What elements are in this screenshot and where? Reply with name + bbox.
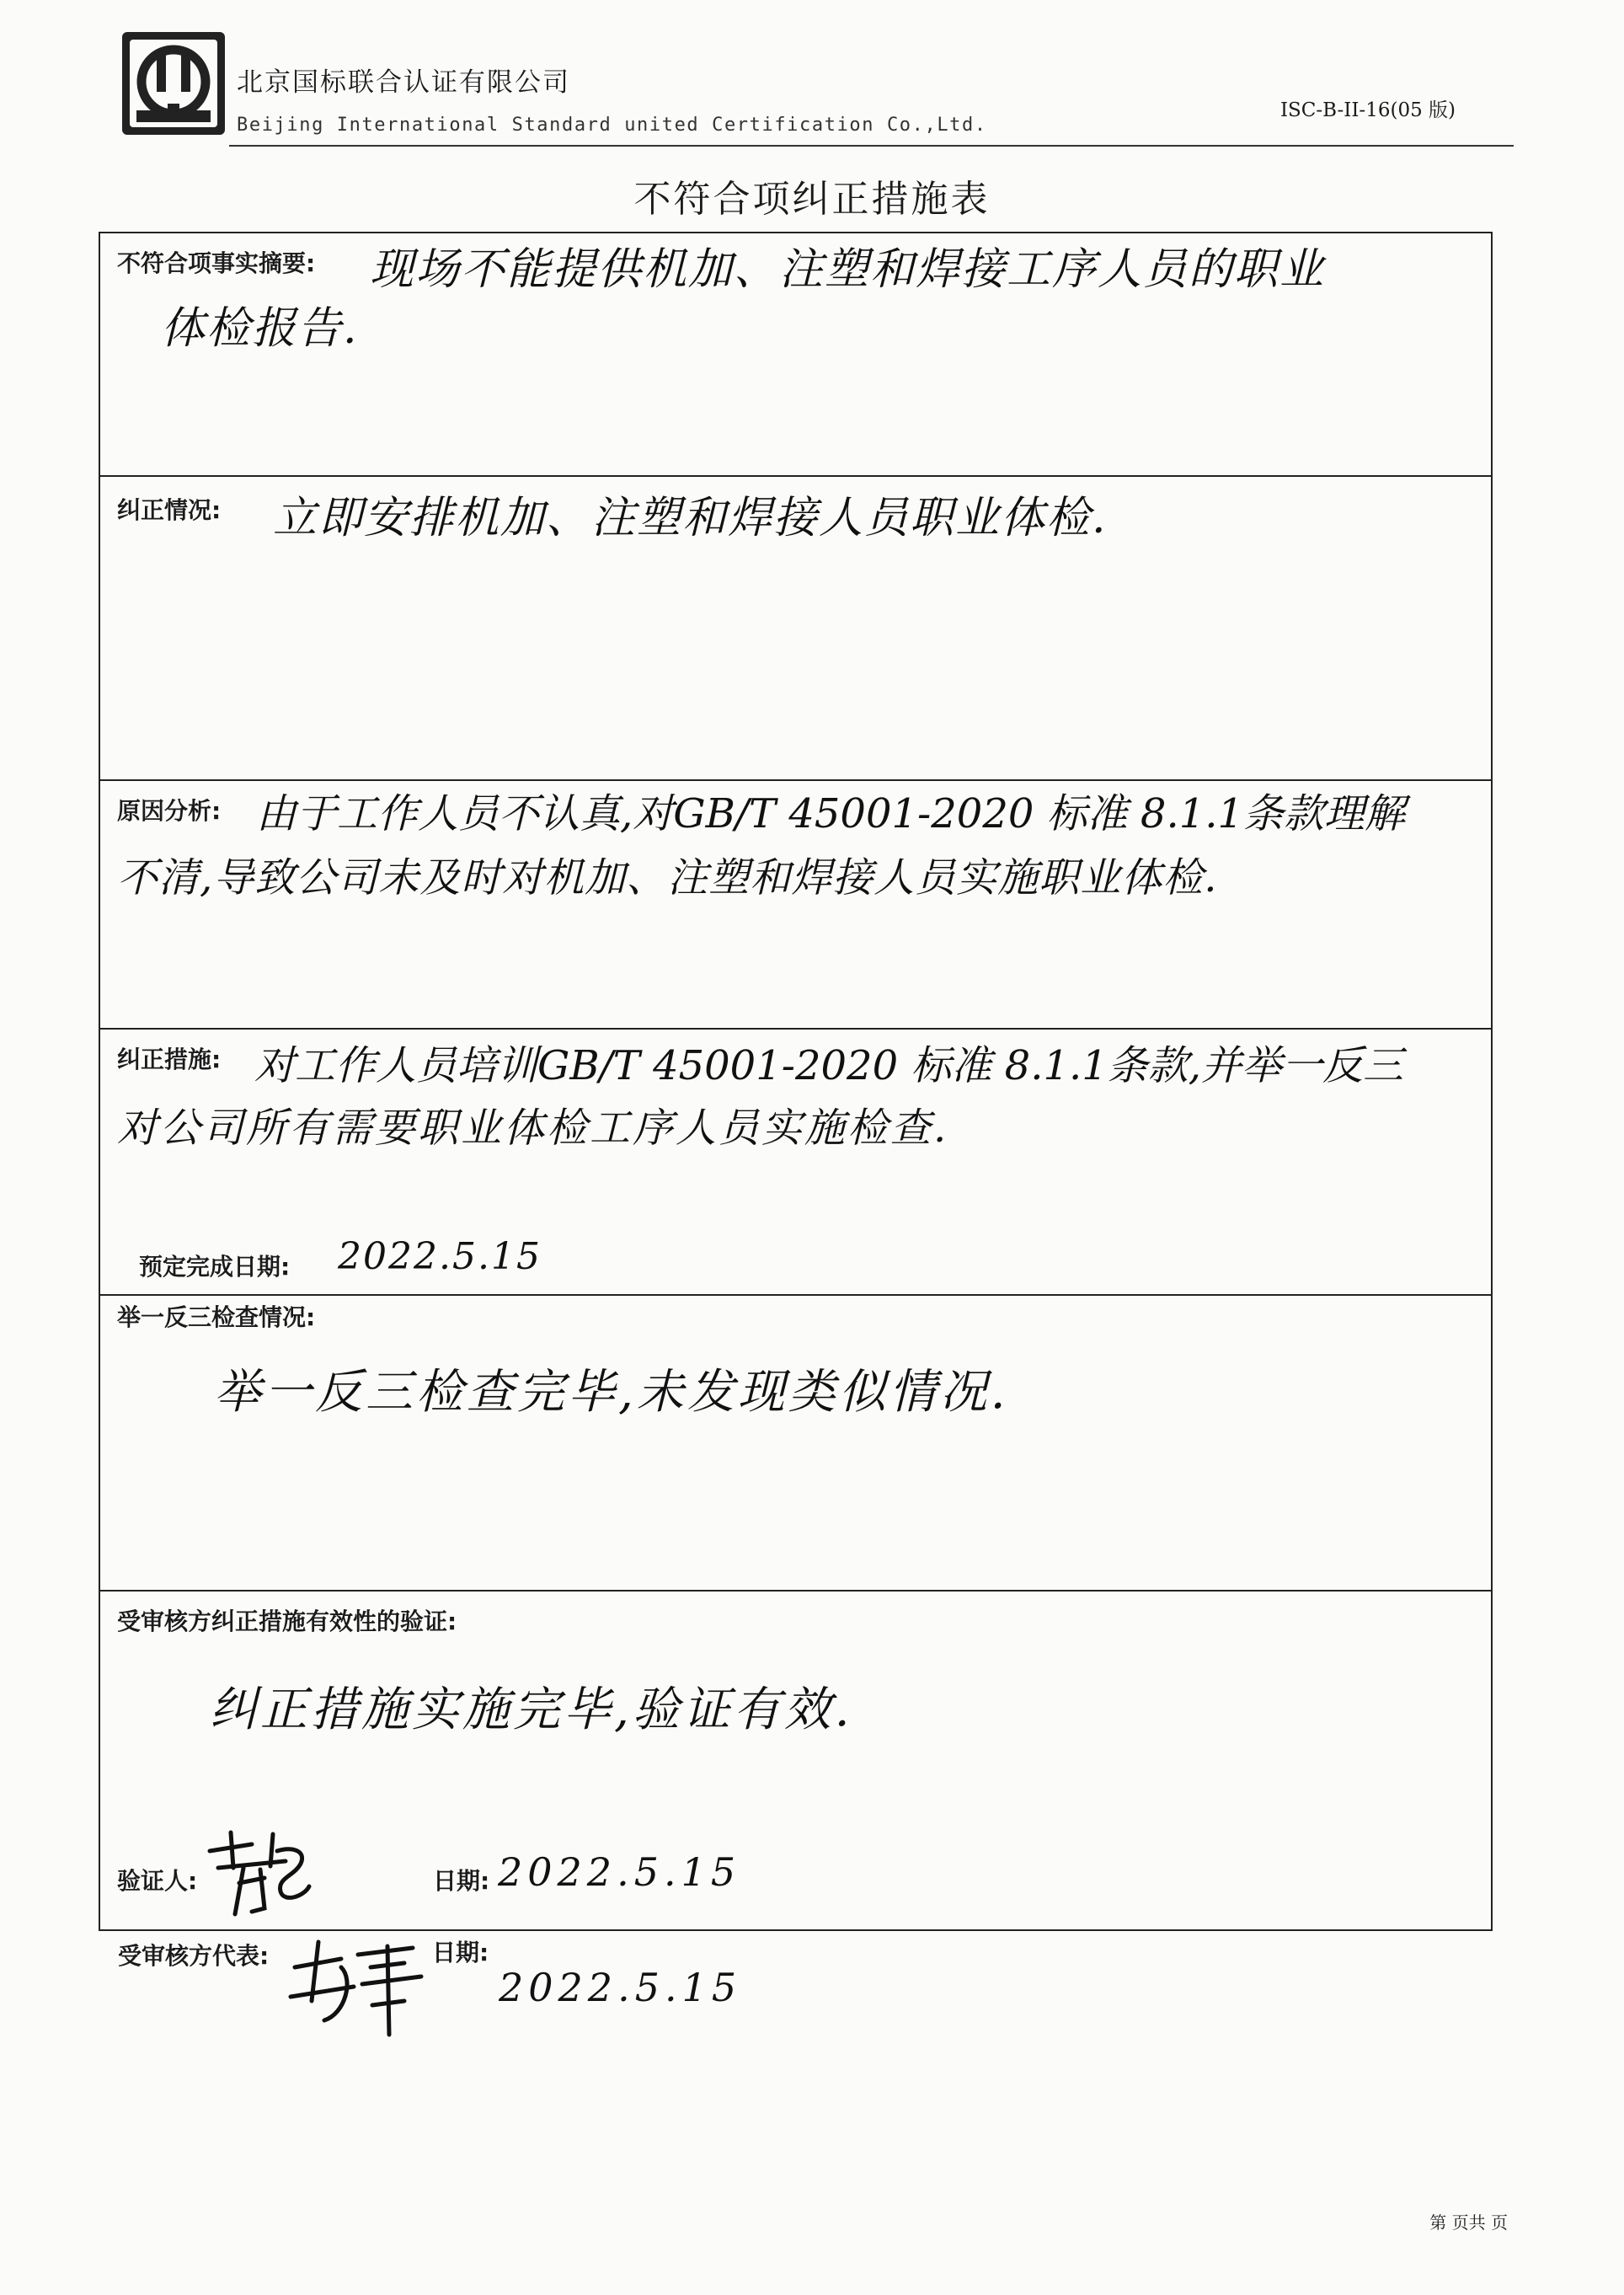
- due-date-value: 2022.5.15: [338, 1235, 542, 1278]
- verify-label: 受审核方纠正措施有效性的验证:: [117, 1608, 457, 1635]
- company-name-en: Beijing International Standard united Certification Co.,Ltd.: [237, 115, 987, 136]
- header-divider: [229, 145, 1514, 147]
- verify-date-label: 日期:: [433, 1867, 490, 1895]
- due-date-label: 预定完成日期:: [139, 1253, 291, 1281]
- cause-text-line2: 不清,导致公司未及时对机加、注塑和焊接人员实施职业体检.: [117, 854, 1218, 901]
- check-section: [100, 1296, 1491, 1592]
- measures-label: 纠正措施:: [117, 1046, 222, 1073]
- facts-section: [100, 233, 1491, 477]
- check-text: 举一反三检查完毕,未发现类似情况.: [214, 1365, 1009, 1420]
- verify-date-value: 2022.5.15: [498, 1849, 741, 1895]
- measures-text-line1: 对工作人员培训GB/T 45001-2020 标准 8.1.1条款,并举一反三: [254, 1042, 1404, 1089]
- company-name-cn: 北京国标联合认证有限公司: [237, 67, 570, 98]
- correction-label: 纠正情况:: [117, 496, 222, 524]
- measures-section: [100, 1030, 1491, 1296]
- facts-text-line1: 现场不能提供机加、注塑和焊接工序人员的职业: [370, 244, 1326, 295]
- company-logo: [120, 29, 227, 137]
- facts-text-line2: 体检报告.: [161, 303, 359, 354]
- verify-text: 纠正措施实施完毕,验证有效.: [210, 1682, 853, 1737]
- auditee-date-value: 2022.5.15: [499, 1965, 742, 2010]
- cause-label: 原因分析:: [117, 797, 222, 825]
- form-title: 不符合项纠正措施表: [633, 178, 991, 221]
- auditee-rep-label: 受审核方代表:: [118, 1942, 270, 1970]
- correction-section: [100, 477, 1491, 781]
- check-label: 举一反三检查情况:: [117, 1303, 316, 1331]
- verifier-label: 验证人:: [117, 1867, 198, 1895]
- document-code: ISC-B-II-16(05 版): [1279, 99, 1456, 121]
- auditee-signature: [278, 1921, 446, 2047]
- nonconformity-form: [99, 232, 1493, 1931]
- measures-text-line2: 对公司所有需要职业体检工序人员实施检查.: [117, 1105, 949, 1152]
- auditee-date-label: 日期:: [432, 1939, 489, 1966]
- cause-text-line1: 由于工作人员不认真,对GB/T 45001-2020 标准 8.1.1条款理解: [256, 790, 1406, 837]
- cause-section: [100, 781, 1491, 1030]
- verifier-signature: [193, 1817, 319, 1923]
- page-number: 第 页共 页: [1429, 2212, 1508, 2233]
- correction-text: 立即安排机加、注塑和焊接人员职业体检.: [273, 493, 1108, 543]
- verify-section: [100, 1592, 1491, 1933]
- facts-label: 不符合项事实摘要:: [117, 249, 316, 277]
